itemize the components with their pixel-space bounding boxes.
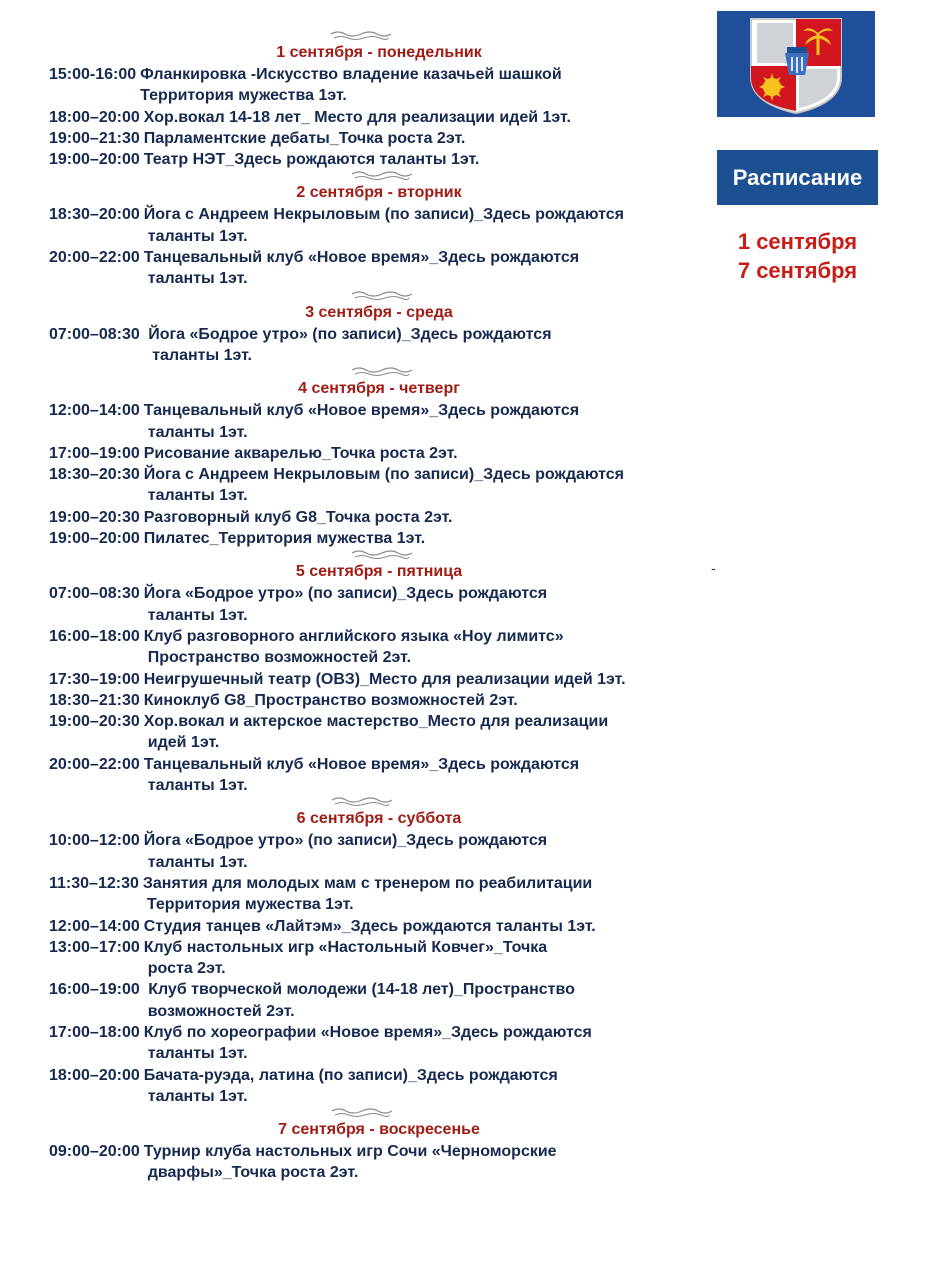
entry-line: Парламентские дебаты_Точка роста 2эт. xyxy=(143,129,466,147)
entry-time: 12:00–14:00 xyxy=(49,917,140,935)
entry-description xyxy=(140,583,547,626)
entry-description xyxy=(140,464,624,507)
sochi-coat-of-arms-icon xyxy=(717,11,875,117)
entry-line: Танцевальный клуб «Новое время»_Здесь рождаются xyxy=(143,755,580,773)
entry-time: 18:30–21:30 xyxy=(49,691,140,709)
schedule-entry xyxy=(49,247,709,290)
entry-description xyxy=(140,937,547,980)
entry-line: Йога «Бодрое утро» (по записи)_Здесь рождаются xyxy=(143,585,548,603)
schedule-entry xyxy=(49,443,709,464)
schedule-entry xyxy=(49,669,709,690)
schedule-entry xyxy=(49,1022,709,1065)
schedule-entry xyxy=(49,1141,709,1184)
schedule-entry xyxy=(49,873,709,916)
ornament-divider xyxy=(49,549,709,560)
entry-line: Неигрушечный театр (ОВЗ)_Место для реализации идей 1эт. xyxy=(143,670,626,688)
ornament-divider xyxy=(49,290,709,301)
date-from: 1 сентября xyxy=(737,229,858,254)
entry-line: Клуб настольных игр «Настольный Ковчег»_Точка xyxy=(143,938,548,956)
entry-time: 19:00–21:30 xyxy=(49,129,140,147)
entry-line: Территория мужества 1эт. xyxy=(146,896,354,914)
entry-line: Йога «Бодрое утро» (по записи)_Здесь рождаются xyxy=(143,325,552,343)
entry-description xyxy=(140,1065,558,1108)
entry-line: роста 2эт. xyxy=(147,960,226,978)
date-to: 7 сентября xyxy=(737,258,858,283)
entry-time: 13:00–17:00 xyxy=(49,938,140,956)
entry-line: Занятия для молодых мам с тренером по реабилитации xyxy=(142,874,593,892)
entry-time: 11:30–12:30 xyxy=(49,874,139,892)
entry-line: таланты 1эт. xyxy=(147,346,252,364)
day-title: 2 сентября - вторник xyxy=(296,184,462,202)
entry-line: Студия танцев «Лайтэм»_Здесь рождаются таланты 1эт. xyxy=(143,917,596,935)
entry-time: 19:00–20:30 xyxy=(49,508,140,526)
entry-line: таланты 1эт. xyxy=(147,606,248,624)
entry-description xyxy=(140,754,579,797)
entry-line: Танцевальный клуб «Новое время»_Здесь рождаются xyxy=(143,249,580,267)
entry-time: 20:00–22:00 xyxy=(49,249,140,267)
ornament-divider xyxy=(49,796,709,807)
entry-time: 19:00–20:00 xyxy=(49,530,140,548)
entry-line: таланты 1эт. xyxy=(147,1045,248,1063)
entry-line: Клуб по хореографии «Новое время»_Здесь рождаются xyxy=(143,1023,592,1041)
schedule-entry xyxy=(49,1065,709,1108)
entry-line: Разговорный клуб G8_Точка роста 2эт. xyxy=(143,508,453,526)
entry-time: 18:30–20:00 xyxy=(49,206,140,224)
entry-time: 07:00–08:30 xyxy=(49,585,140,603)
entry-time: 18:30–20:30 xyxy=(49,466,140,484)
entry-line: Бачата-руэда, латина (по записи)_Здесь рождаются xyxy=(143,1066,558,1084)
schedule-entry xyxy=(49,204,709,247)
entry-time: 19:00–20:30 xyxy=(49,713,140,731)
schedule-entry xyxy=(49,830,709,873)
stray-dash: - xyxy=(711,560,716,576)
day-title: 7 сентября - воскресенье xyxy=(278,1121,480,1139)
entry-line: Клуб разговорного английского языка «Ноу лимитс» xyxy=(143,627,564,645)
entry-line: Клуб творческой молодежи (14-18 лет)_Пространство xyxy=(143,981,575,999)
date-range xyxy=(717,227,878,285)
entry-line: Рисование акварелью_Точка роста 2эт. xyxy=(143,444,458,462)
entry-line: Пространство возможностей 2эт. xyxy=(147,649,412,667)
entry-line: Йога с Андреем Некрыловым (по записи)_Здесь рождаются xyxy=(143,466,625,484)
schedule-entry xyxy=(49,711,709,754)
entry-time: 09:00–20:00 xyxy=(49,1143,140,1161)
entry-description xyxy=(140,979,575,1022)
entry-line: таланты 1эт. xyxy=(147,777,248,795)
entry-line: возможностей 2эт. xyxy=(147,1002,295,1020)
entry-time: 19:00–20:00 xyxy=(49,151,140,169)
entry-time: 18:00–20:00 xyxy=(49,1066,140,1084)
schedule-list xyxy=(49,30,709,1184)
entry-time: 17:00–19:00 xyxy=(49,444,140,462)
ornament-divider xyxy=(49,1107,709,1118)
entry-line: Киноклуб G8_Пространство возможностей 2эт. xyxy=(143,691,518,709)
entry-time: 20:00–22:00 xyxy=(49,755,140,773)
day-title: 3 сентября - среда xyxy=(305,303,453,321)
sidebar xyxy=(717,11,878,285)
entry-time: 10:00–12:00 xyxy=(49,832,140,850)
entry-line: Турнир клуба настольных игр Сочи «Черноморские xyxy=(143,1143,557,1161)
entry-line: таланты 1эт. xyxy=(147,853,248,871)
entry-description xyxy=(140,204,624,247)
schedule-title: Расписание xyxy=(717,150,878,205)
schedule-entry xyxy=(49,690,709,711)
entry-description xyxy=(140,626,564,669)
schedule-entry xyxy=(49,754,709,797)
entry-line: таланты 1эт. xyxy=(147,1087,248,1105)
schedule-entry xyxy=(49,507,709,528)
entry-time: 16:00–18:00 xyxy=(49,627,140,645)
entry-time: 15:00-16:00 xyxy=(49,66,137,83)
entry-description xyxy=(140,128,466,149)
entry-line: Фланкировка -Искусство владение казачьей шашкой xyxy=(140,66,562,83)
entry-description xyxy=(136,64,561,107)
day-title: 6 сентября - суббота xyxy=(296,810,462,828)
schedule-entry xyxy=(49,107,709,128)
entry-line: таланты 1эт. xyxy=(147,227,248,245)
entry-description xyxy=(140,443,458,464)
entry-time: 12:00–14:00 xyxy=(49,402,140,420)
entry-line: Хор.вокал и актерское мастерство_Место для реализации xyxy=(143,713,609,731)
entry-time: 17:00–18:00 xyxy=(49,1023,140,1041)
entry-description xyxy=(140,830,547,873)
entry-line: Пилатес_Территория мужества 1эт. xyxy=(143,530,426,548)
entry-description xyxy=(140,669,626,690)
entry-description xyxy=(140,507,453,528)
entry-line: Театр НЭТ_Здесь рождаются таланты 1эт. xyxy=(143,151,480,169)
ornament-divider xyxy=(49,170,709,181)
ornament-divider xyxy=(49,366,709,377)
entry-time: 07:00–08:30 xyxy=(49,325,140,343)
day-title: 1 сентября - понедельник xyxy=(276,44,482,61)
entry-line: идей 1эт. xyxy=(147,734,220,752)
day-title: 5 сентября - пятница xyxy=(295,563,463,581)
entry-line: таланты 1эт. xyxy=(147,487,248,505)
schedule-entry xyxy=(49,937,709,980)
entry-description xyxy=(140,1022,592,1065)
entry-line: Территория мужества 1эт. xyxy=(140,87,347,105)
entry-time: 18:00–20:00 xyxy=(49,108,140,126)
schedule-entry xyxy=(49,528,709,549)
entry-description xyxy=(140,107,571,128)
ornament-divider xyxy=(49,30,709,41)
schedule-entry xyxy=(49,64,709,107)
entry-description xyxy=(140,1141,557,1184)
entry-line: дварфы»_Точка роста 2эт. xyxy=(147,1164,359,1182)
entry-time: 16:00–19:00 xyxy=(49,981,140,999)
entry-description xyxy=(140,711,608,754)
schedule-entry xyxy=(49,464,709,507)
entry-line: Йога «Бодрое утро» (по записи)_Здесь рождаются xyxy=(143,832,548,850)
entry-description xyxy=(140,528,425,549)
entry-description xyxy=(140,916,596,937)
entry-description xyxy=(140,690,518,711)
entry-description xyxy=(140,149,480,170)
schedule-entry xyxy=(49,149,709,170)
schedule-entry xyxy=(49,128,709,149)
entry-line: Хор.вокал 14-18 лет_ Место для реализации идей 1эт. xyxy=(143,108,571,126)
schedule-entry xyxy=(49,979,709,1022)
schedule-entry xyxy=(49,324,709,367)
schedule-entry xyxy=(49,400,709,443)
entry-description xyxy=(140,400,579,443)
entry-description xyxy=(140,324,552,367)
schedule-entry xyxy=(49,583,709,626)
entry-time: 17:30–19:00 xyxy=(49,670,140,688)
entry-line: таланты 1эт. xyxy=(147,423,248,441)
day-title: 4 сентября - четверг xyxy=(298,380,460,398)
entry-description xyxy=(139,873,592,916)
entry-line: таланты 1эт. xyxy=(147,270,248,288)
schedule-entry xyxy=(49,626,709,669)
entry-description xyxy=(140,247,579,290)
schedule-entry xyxy=(49,916,709,937)
entry-line: Йога с Андреем Некрыловым (по записи)_Здесь рождаются xyxy=(143,206,625,224)
entry-line: Танцевальный клуб «Новое время»_Здесь рождаются xyxy=(143,402,580,420)
